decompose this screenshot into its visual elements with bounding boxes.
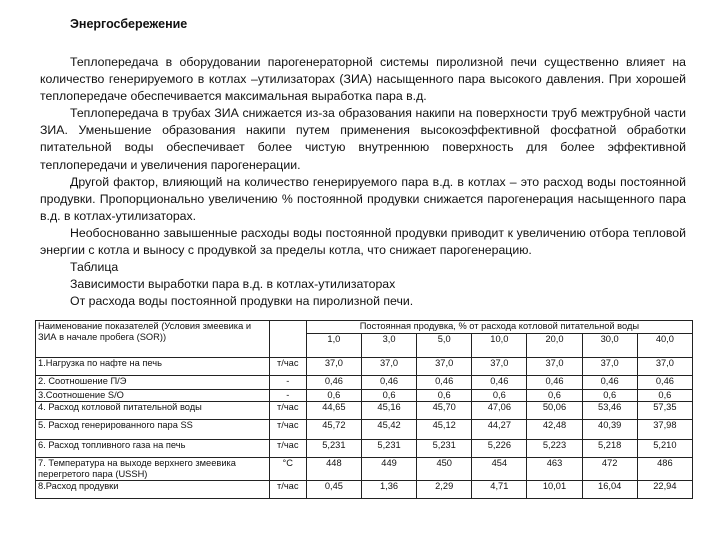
cell-value: 463	[527, 458, 582, 481]
cell-value: 454	[472, 458, 527, 481]
row-label: 8.Расход продувки	[36, 481, 270, 499]
column-header: 1,0	[306, 334, 361, 358]
table-caption: От расхода воды постоянной продувки на пиролизной печи.	[70, 294, 414, 309]
row-label: 7. Температура на выходе верхнего змеевика перегретого пара (USSH)	[36, 458, 270, 481]
cell-value: 37,0	[527, 358, 582, 376]
cell-value: 0,46	[582, 376, 637, 390]
cell-value: 1,36	[361, 481, 416, 499]
cell-value: 45,72	[306, 420, 361, 440]
cell-value: 5,226	[472, 440, 527, 458]
cell-value: 448	[306, 458, 361, 481]
cell-value: 45,70	[417, 402, 472, 420]
table-row	[36, 402, 693, 420]
row-label: 3.Соотношение S/O	[36, 390, 270, 402]
table-caption: Таблица	[70, 260, 119, 275]
column-header: 5,0	[417, 334, 472, 358]
row-label: 4. Расход котловой питательной воды	[36, 402, 270, 420]
cell-value: 0,46	[472, 376, 527, 390]
paragraph: Другой фактор, влияющий на количество генерируемого пара в.д. в котлах – это расход воды постоянной продувки. Пропорционально увеличению % постоянной продувки снижается парогенерация насыщенного пара в.д. в котлах-утилизаторах.	[40, 174, 686, 223]
column-header: 10,0	[472, 334, 527, 358]
cell-value: 0,6	[306, 390, 361, 402]
cell-value: 37,0	[637, 358, 692, 376]
table-row	[36, 358, 693, 376]
cell-value: 42,48	[527, 420, 582, 440]
cell-value: 449	[361, 458, 416, 481]
column-header: 30,0	[582, 334, 637, 358]
row-unit: -	[269, 390, 306, 402]
row-unit: т/час	[269, 440, 306, 458]
cell-value: 50,06	[527, 402, 582, 420]
table-row	[36, 390, 693, 402]
cell-value: 37,98	[637, 420, 692, 440]
row-label: 2. Соотношение П/Э	[36, 376, 270, 390]
cell-value: 0,45	[306, 481, 361, 499]
cell-value: 47,06	[472, 402, 527, 420]
table-caption: Зависимости выработки пара в.д. в котлах-утилизаторах	[70, 277, 396, 292]
cell-value: 5,210	[637, 440, 692, 458]
cell-value: 37,0	[361, 358, 416, 376]
body-text	[40, 54, 686, 310]
header-unit	[269, 321, 306, 358]
row-label: 6. Расход топливного газа на печь	[36, 440, 270, 458]
table-row	[36, 440, 693, 458]
cell-value: 40,39	[582, 420, 637, 440]
cell-value: 16,04	[582, 481, 637, 499]
row-unit: -	[269, 376, 306, 390]
data-table	[35, 320, 693, 499]
cell-value: 5,231	[417, 440, 472, 458]
cell-value: 0,6	[361, 390, 416, 402]
cell-value: 45,42	[361, 420, 416, 440]
cell-value: 37,0	[582, 358, 637, 376]
cell-value: 0,6	[417, 390, 472, 402]
row-unit: т/час	[269, 402, 306, 420]
column-header: 40,0	[637, 334, 692, 358]
cell-value: 0,46	[306, 376, 361, 390]
header-group: Постоянная продувка, % от расхода котловой питательной воды	[306, 321, 692, 334]
cell-value: 57,35	[637, 402, 692, 420]
table-row	[36, 481, 693, 499]
cell-value: 0,46	[637, 376, 692, 390]
header-label: Наименование показателей (Условия змеевика и ЗИА в начале пробега (SOR))	[36, 321, 270, 358]
cell-value: 486	[637, 458, 692, 481]
row-unit: т/час	[269, 420, 306, 440]
cell-value: 37,0	[306, 358, 361, 376]
cell-value: 5,218	[582, 440, 637, 458]
cell-value: 0,46	[527, 376, 582, 390]
cell-value: 0,6	[637, 390, 692, 402]
cell-value: 0,46	[417, 376, 472, 390]
cell-value: 4,71	[472, 481, 527, 499]
cell-value: 0,6	[582, 390, 637, 402]
paragraph: Теплопередача в оборудовании парогенераторной системы пиролизной печи существенно влияет на количество генерируемого в котлах –утилизаторах (ЗИА) насыщенного пара высокого давления. При хорошей теплопередаче обеспечивается максимальная выработка пара в.д.	[40, 55, 686, 104]
cell-value: 44,65	[306, 402, 361, 420]
cell-value: 5,231	[361, 440, 416, 458]
row-label: 5. Расход генерированного пара SS	[36, 420, 270, 440]
table-row	[36, 458, 693, 481]
cell-value: 2,29	[417, 481, 472, 499]
cell-value: 472	[582, 458, 637, 481]
cell-value: 0,46	[361, 376, 416, 390]
row-unit: т/час	[269, 481, 306, 499]
cell-value: 0,6	[527, 390, 582, 402]
document-title: Энергосбережение	[70, 17, 188, 31]
column-header: 3,0	[361, 334, 416, 358]
cell-value: 5,231	[306, 440, 361, 458]
column-header: 20,0	[527, 334, 582, 358]
cell-value: 44,27	[472, 420, 527, 440]
cell-value: 450	[417, 458, 472, 481]
cell-value: 45,12	[417, 420, 472, 440]
paragraph: Теплопередача в трубах ЗИА снижается из-за образования накипи на поверхности труб межтрубной части ЗИА. Уменьшение образования накипи путем применения высокоэффективной фосфатной обработки питательной воды обеспечивает более чистую внутреннюю поверхность для более эффективной теплопередачи и увеличения парогенерации.	[40, 106, 686, 172]
cell-value: 37,0	[472, 358, 527, 376]
cell-value: 0,6	[472, 390, 527, 402]
cell-value: 53,46	[582, 402, 637, 420]
row-unit: °С	[269, 458, 306, 481]
table-row	[36, 420, 693, 440]
cell-value: 37,0	[417, 358, 472, 376]
cell-value: 10,01	[527, 481, 582, 499]
cell-value: 5,223	[527, 440, 582, 458]
cell-value: 45,16	[361, 402, 416, 420]
cell-value: 22,94	[637, 481, 692, 499]
paragraph: Необоснованно завышенные расходы воды постоянной продувки приводит к увеличению отбора тепловой энергии с котла и выносу с продувкой за пределы котла, что снижает парогенерацию.	[40, 225, 686, 258]
table-row	[36, 376, 693, 390]
row-unit: т/час	[269, 358, 306, 376]
row-label: 1.Нагрузка по нафте на печь	[36, 358, 270, 376]
